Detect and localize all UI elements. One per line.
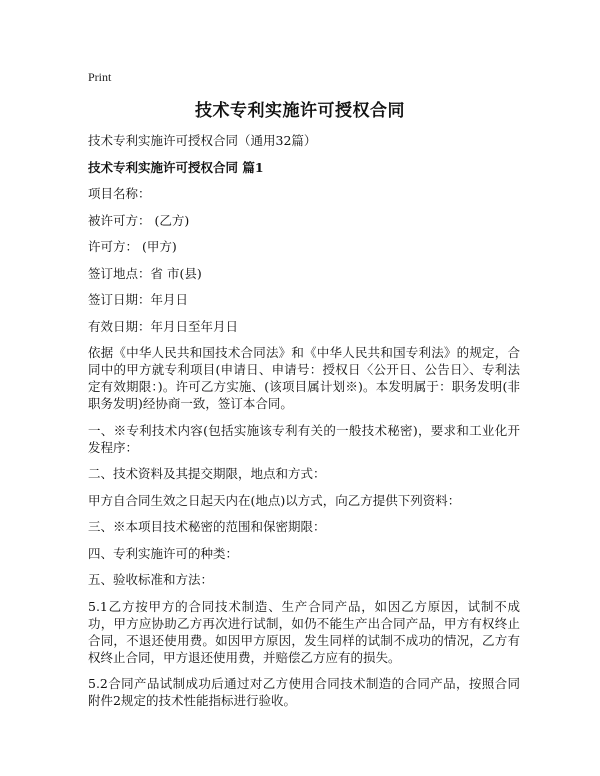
document-title: 技术专利实施许可授权合同 [195, 101, 405, 121]
signing-date-field: 签订日期：年月日 [88, 292, 189, 307]
licensor-field: 许可方： (甲方) [88, 239, 177, 254]
subtitle-paragraph: 技术专利实施许可授权合同（通用32篇） [88, 133, 317, 148]
clause-5-1: 5.1乙方按甲方的合同技术制造、生产合同产品，如因乙方原因，试制不成功，甲方应协助乙方再次进行试制，如仍不能生产出合同产品，甲方有权终止合同，不退还使用费。如因甲方原因，发生同样的试制不成功的情况，乙方有权终止合同，甲方退还使用费，并赔偿乙方应有的损失。 [88, 598, 520, 665]
print-label: Print [88, 70, 112, 84]
section-heading: 技术专利实施许可授权合同 篇1 [88, 159, 264, 175]
licensee-field: 被许可方： (乙方) [88, 212, 190, 228]
clause-2-detail: 甲方自合同生效之日起天内在(地点)以方式，向乙方提供下列资料： [88, 492, 461, 508]
valid-date-field: 有效日期：年月日至年月日 [88, 318, 239, 334]
project-name-field: 项目名称： [88, 186, 151, 201]
clause-4: 四、专利实施许可的种类： [88, 545, 239, 561]
preamble-paragraph: 依据《中华人民共和国技术合同法》和《中华人民共和国专利法》的规定，合同中的甲方就专利项目(申请日、申请号：授权日〈公开日、公告日〉、专利法定有效期限：)。许可乙方实施、(该项目属计划※)。本发明属于：职务发明(非职务发明)经协商一致，签订本合同。 [88, 345, 520, 411]
clause-3: 三、※本项目技术秘密的范围和保密期限： [88, 519, 326, 534]
clause-1: 一、※专利技术内容(包括实施该专利有关的一般技术秘密)，要求和工业化开发程序： [88, 422, 520, 455]
clause-2: 二、技术资料及其提交期限，地点和方式： [88, 466, 326, 481]
document-body [88, 132, 520, 719]
clause-5: 五、验收标准和方法： [88, 572, 214, 587]
clause-5-2: 5.2合同产品试制成功后通过对乙方使用合同技术制造的合同产品，按照合同附件2规定的技术性能指标进行验收。 [88, 676, 520, 708]
signing-place-field: 签订地点：省 市(县) [88, 265, 202, 281]
